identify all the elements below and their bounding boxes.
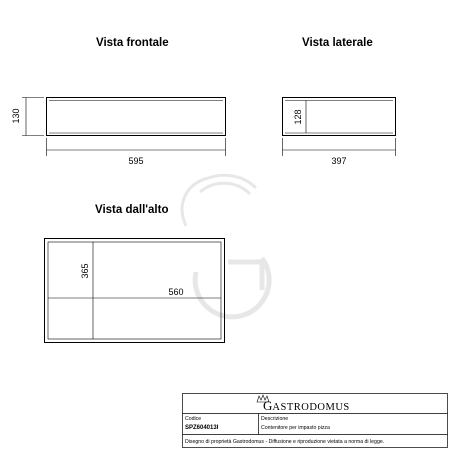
gastrodomus-watermark-icon [182,175,269,317]
descrizione-label: Descrizione [261,416,289,422]
descrizione-value: Contenitore per impasto pizza [261,425,330,431]
top-depth-label: 365 [80,263,90,279]
front-height-dimension [22,98,44,136]
front-view-outline [47,98,226,136]
side-height-label: 128 [293,109,303,125]
codice-label: Codice [185,416,202,422]
side-width-dimension [283,138,396,156]
ownership-footer: Disegno di proprietà Gastrodomus - Diffusione e riproduzione vietata a norma di legge. [185,439,385,445]
front-view-title: Vista frontale [96,37,169,49]
front-height-label: 130 [11,108,21,124]
front-view [47,98,226,136]
front-width-label: 595 [128,156,144,166]
gastrodomus-logo [257,395,350,413]
top-view-title: Vista dall'alto [95,204,169,216]
front-width-dimension [47,138,226,156]
top-width-label: 560 [168,287,184,297]
side-view-title: Vista laterale [302,37,373,49]
codice-value: SPZ604013I [185,425,219,431]
brand-wordmark: GASTRODOMUS [263,398,350,413]
side-width-label: 397 [331,156,347,166]
